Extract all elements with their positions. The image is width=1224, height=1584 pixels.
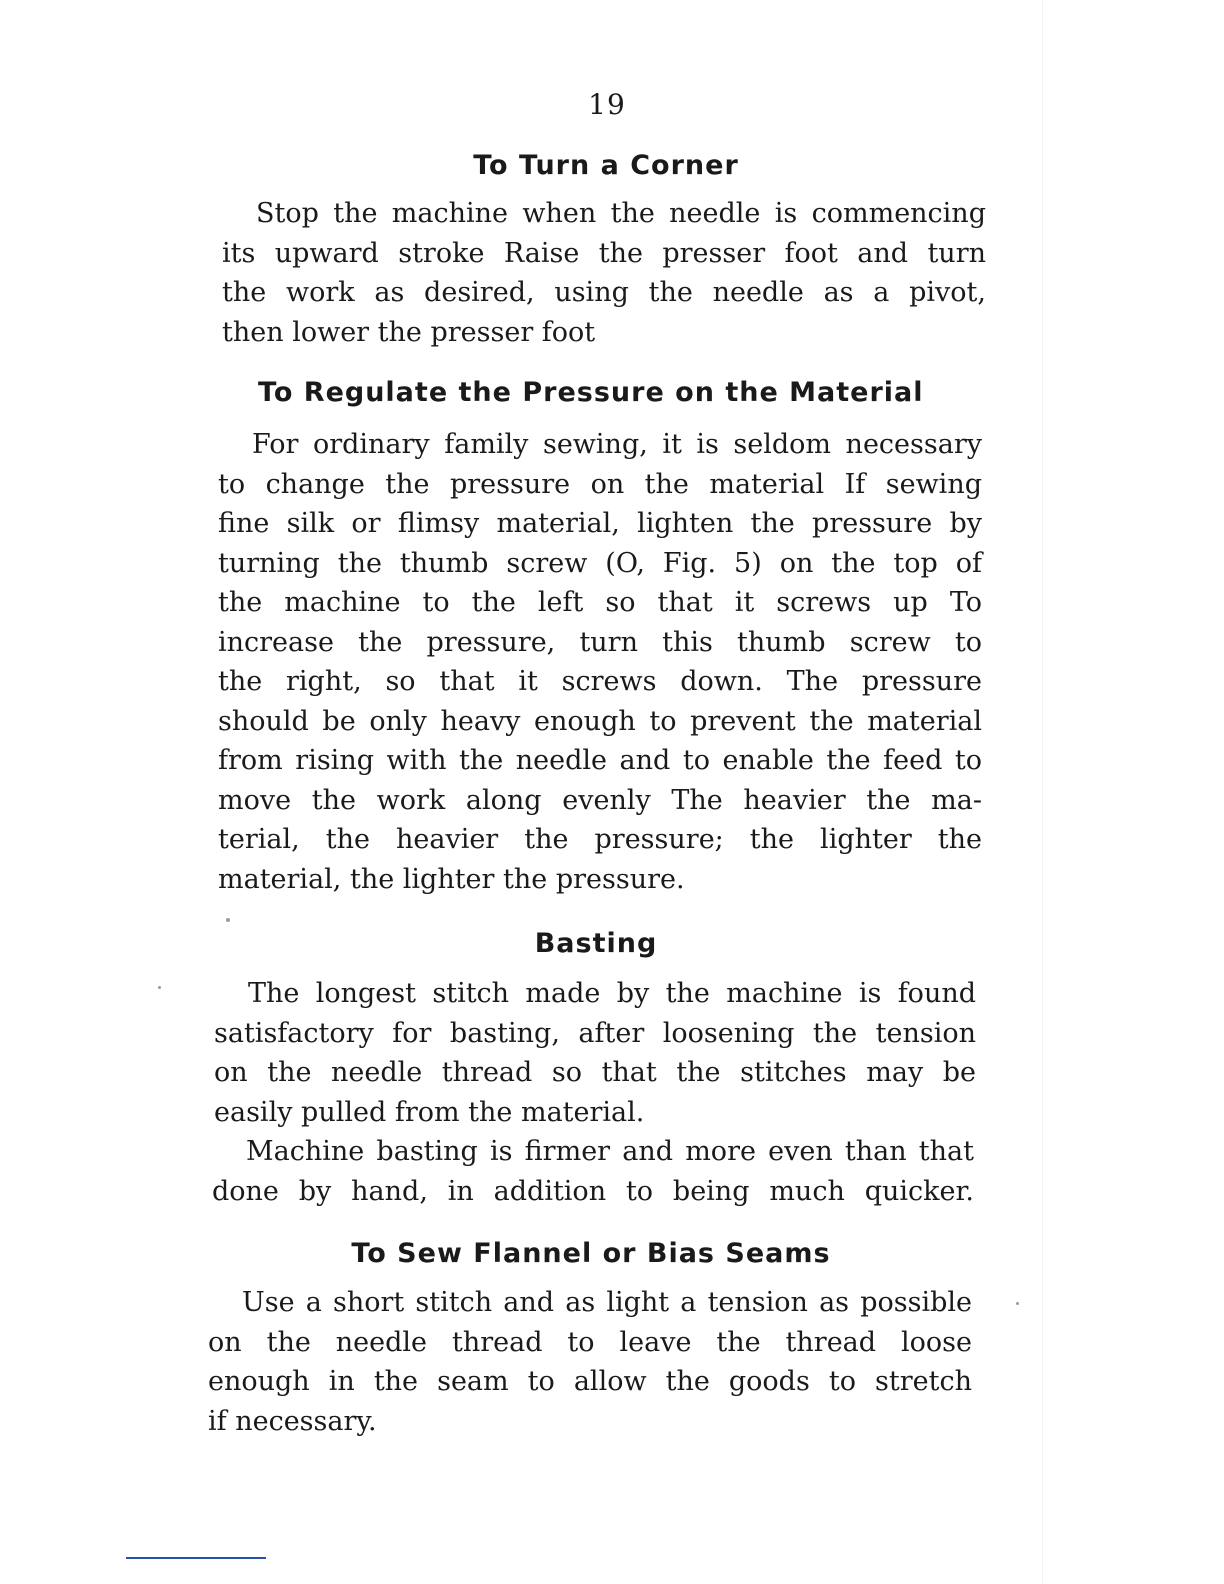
footer-rule: [126, 1557, 266, 1559]
text-line: done by hand, in addition to being much quicker.: [212, 1175, 974, 1207]
text-line: if necessary.: [208, 1405, 377, 1437]
section-heading-turn-corner: To Turn a Corner: [473, 150, 739, 181]
text-line: the right, so that it screws down. The pressure: [218, 666, 982, 697]
text-line: For ordinary family sewing, it is seldom necessary: [252, 429, 982, 460]
text-line: material, the lighter the pressure.: [218, 863, 685, 895]
text-line: Stop the machine when the needle is commencing: [256, 198, 986, 229]
scan-speck: [1016, 1302, 1019, 1305]
text-line: to change the pressure on the material If sewing: [218, 468, 982, 500]
text-line: terial, the heavier the pressure; the lighter the: [218, 824, 982, 855]
text-line: Use a short stitch and as light a tension as possible: [242, 1287, 972, 1318]
text-line: The longest stitch made by the machine is found: [248, 978, 976, 1009]
text-line: enough in the seam to allow the goods to stretch: [208, 1366, 972, 1397]
section-heading-flannel-bias: To Sew Flannel or Bias Seams: [351, 1238, 831, 1269]
section-heading-regulate-pressure: To Regulate the Pressure on the Material: [258, 377, 924, 408]
text-line: on the needle thread so that the stitches may be: [214, 1057, 976, 1088]
paragraph-basting-2: [212, 1132, 974, 1211]
text-line: the work as desired, using the needle as a pivot,: [222, 277, 986, 308]
paragraph-regulate-pressure: [218, 425, 982, 899]
paragraph-flannel-bias: [208, 1283, 972, 1441]
text-line: turning the thumb screw (O, Fig. 5) on the top of: [218, 547, 982, 579]
paragraph-turn-corner: [222, 194, 986, 352]
text-line: the machine to the left so that it screws up To: [218, 587, 982, 618]
text-line: its upward stroke Raise the presser foot and turn: [222, 237, 986, 269]
text-line: should be only heavy enough to prevent the material: [218, 705, 982, 737]
text-line: from rising with the needle and to enable the feed to: [218, 745, 982, 776]
paragraph-basting-1: [214, 974, 976, 1132]
scan-speck: [158, 986, 161, 989]
text-line: then lower the presser foot: [222, 316, 596, 348]
text-line: easily pulled from the material.: [214, 1096, 645, 1128]
text-line: increase the pressure, turn this thumb screw to: [218, 626, 982, 658]
page-number: 19: [588, 88, 626, 121]
text-line: on the needle thread to leave the thread loose: [208, 1326, 972, 1358]
scan-edge-shadow: [1042, 0, 1043, 1584]
text-line: Machine basting is firmer and more even than that: [246, 1136, 974, 1167]
section-heading-basting: Basting: [534, 928, 658, 959]
text-line: fine silk or flimsy material, lighten the pressure by: [218, 508, 982, 539]
text-line: satisfactory for basting, after loosening the tension: [214, 1017, 976, 1049]
text-line: move the work along evenly The heavier the ma-: [218, 784, 982, 816]
scan-speck: [226, 918, 230, 922]
